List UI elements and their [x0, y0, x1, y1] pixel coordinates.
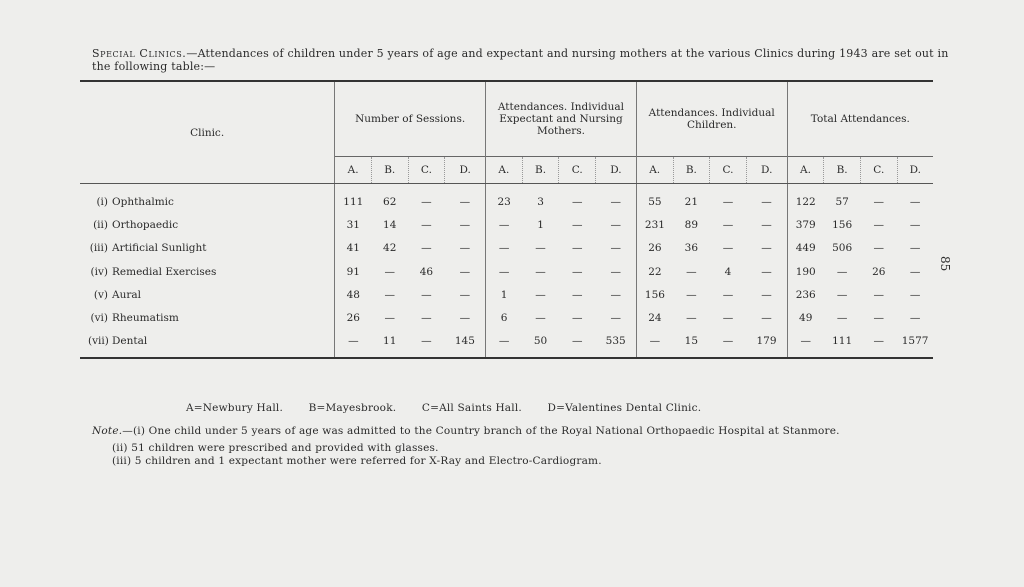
- notes: [92, 425, 952, 467]
- page-number: 85: [938, 256, 952, 272]
- table-row: [80, 213, 933, 236]
- table-cell: —: [421, 288, 432, 301]
- table-cell: —: [761, 242, 772, 255]
- table-cell: —: [610, 288, 621, 301]
- table-row: [80, 184, 933, 214]
- sub-header: D.: [445, 157, 486, 184]
- table-cell: —: [459, 312, 471, 325]
- legend-a: A=Newbury Hall.: [186, 402, 284, 414]
- table-cell: —: [873, 288, 885, 301]
- intro-text: —Attendances of children under 5 years of age and expectant and nursing mothers at the various Clinics during 1943 are set out in the following table:—: [92, 47, 949, 73]
- table-cell: —: [761, 265, 772, 278]
- table-cell: —: [421, 195, 432, 208]
- table-cell: —: [459, 218, 471, 231]
- group-header-sessions: Number of Sessions.: [335, 81, 486, 157]
- group-header-children: Attendances. Individual Children.: [636, 81, 787, 157]
- table-cell: —: [761, 288, 772, 301]
- intro-paragraph: [92, 47, 952, 73]
- clinic-name: Rheumatism: [112, 312, 179, 325]
- sub-header: D.: [596, 157, 637, 184]
- sub-header: B.: [522, 157, 559, 184]
- table-cell: —: [610, 312, 621, 325]
- table-cell: —: [571, 288, 583, 301]
- table-cell: 49: [787, 306, 824, 329]
- table-cell: 41: [335, 237, 372, 260]
- special-clinics-table: [80, 80, 933, 359]
- table-cell: —: [335, 330, 372, 358]
- table-cell: —: [873, 218, 885, 231]
- clinic-header: Clinic.: [80, 81, 335, 184]
- table-cell: —: [836, 288, 848, 301]
- clinic-name: Ophthalmic: [112, 195, 174, 208]
- group-header-total: Total Attendances.: [787, 81, 933, 157]
- clinic-name: Orthopaedic: [112, 218, 179, 231]
- table-cell: —: [909, 242, 921, 255]
- table-cell: 91: [335, 260, 372, 283]
- table-cell: —: [836, 312, 848, 325]
- table-cell: —: [421, 242, 432, 255]
- clinic-name: Dental: [112, 335, 148, 348]
- table-cell: 236: [787, 283, 824, 306]
- group-header-mothers: Attendances. Individual Expectant and Nursing Mothers.: [486, 81, 637, 157]
- table-cell: 15: [684, 335, 699, 348]
- table-cell: 1577: [901, 335, 929, 348]
- legend-d: D=Valentines Dental Clinic.: [547, 402, 702, 414]
- table-cell: —: [571, 242, 583, 255]
- table-cell: —: [459, 288, 471, 301]
- table-cell: —: [722, 242, 734, 255]
- table-cell: —: [421, 312, 432, 325]
- table-cell: —: [610, 265, 621, 278]
- note-2: (ii) 51 children were prescribed and provided with glasses.: [112, 442, 439, 454]
- table-cell: —: [722, 195, 734, 208]
- table-cell: 31: [335, 213, 372, 236]
- table-cell: —: [909, 288, 921, 301]
- table-cell: —: [384, 288, 395, 301]
- table-cell: 190: [787, 260, 824, 283]
- table-cell: 111: [335, 184, 372, 214]
- table-cell: 379: [787, 213, 824, 236]
- sub-header: C.: [710, 157, 747, 184]
- row-number: (ii): [93, 218, 108, 231]
- legend-c: C=All Saints Hall.: [421, 402, 522, 414]
- sub-header: A.: [335, 157, 372, 184]
- clinic-name: Remedial Exercises: [112, 265, 217, 278]
- table-row: [80, 306, 933, 329]
- note-3: (iii) 5 children and 1 expectant mother were referred for X-Ray and Electro-Cardiogram.: [112, 455, 602, 467]
- table-cell: —: [909, 265, 921, 278]
- table-cell: —: [787, 330, 824, 358]
- table-cell: 6: [486, 306, 523, 329]
- row-number: (vii): [88, 335, 109, 348]
- table-cell: —: [722, 218, 734, 231]
- table-cell: 11: [383, 335, 397, 348]
- table-cell: 4: [724, 265, 732, 278]
- table-cell: 1: [486, 283, 523, 306]
- table-cell: —: [761, 312, 772, 325]
- table-cell: 231: [636, 213, 673, 236]
- table-cell: 449: [787, 237, 824, 260]
- table-cell: 14: [383, 218, 397, 231]
- sub-header: A.: [486, 157, 523, 184]
- clinic-name-cell: [80, 184, 335, 214]
- sub-header: C.: [559, 157, 596, 184]
- table-cell: 24: [636, 306, 673, 329]
- table-cell: —: [535, 288, 546, 301]
- sub-header: A.: [787, 157, 824, 184]
- table-cell: 26: [335, 306, 372, 329]
- table-cell: 42: [383, 242, 397, 255]
- table-row: [80, 237, 933, 260]
- table-cell: —: [486, 213, 523, 236]
- table-cell: —: [909, 312, 921, 325]
- sub-header: B.: [371, 157, 408, 184]
- clinic-name-cell: [80, 260, 335, 283]
- table-cell: —: [384, 265, 395, 278]
- table-cell: 3: [537, 195, 544, 208]
- table-cell: —: [421, 335, 432, 348]
- table-cell: —: [761, 218, 772, 231]
- table-cell: —: [909, 195, 921, 208]
- table-cell: —: [873, 312, 885, 325]
- table-cell: —: [722, 335, 734, 348]
- table-cell: 1: [537, 218, 544, 231]
- table-cell: —: [909, 218, 921, 231]
- table-cell: —: [686, 265, 697, 278]
- row-number: (i): [96, 195, 108, 208]
- table-cell: —: [571, 312, 583, 325]
- intro-lead: Special Clinics.: [92, 47, 187, 60]
- table-cell: —: [486, 330, 523, 358]
- clinic-name-cell: [80, 330, 335, 358]
- table-cell: —: [686, 288, 697, 301]
- table-cell: 156: [832, 218, 853, 231]
- table-cell: 26: [872, 265, 886, 278]
- row-number: (iii): [89, 242, 108, 255]
- table-cell: —: [486, 237, 523, 260]
- table-cell: 46: [419, 265, 434, 278]
- sub-header: D.: [897, 157, 933, 184]
- table-cell: —: [384, 312, 395, 325]
- table-row: [80, 283, 933, 306]
- legend-b: B=Mayesbrook.: [308, 402, 397, 414]
- table-cell: 55: [636, 184, 673, 214]
- table-cell: —: [873, 335, 885, 348]
- table-cell: 48: [335, 283, 372, 306]
- table-cell: —: [636, 330, 673, 358]
- table-cell: —: [459, 265, 471, 278]
- table-cell: —: [571, 218, 583, 231]
- sub-header: C.: [860, 157, 897, 184]
- table-cell: —: [571, 335, 583, 348]
- table-cell: 89: [684, 218, 699, 231]
- sub-header: B.: [824, 157, 861, 184]
- table-cell: 179: [756, 335, 777, 348]
- table-cell: —: [571, 195, 583, 208]
- clinic-name-cell: [80, 306, 335, 329]
- table-cell: 62: [383, 195, 397, 208]
- sub-header: A.: [636, 157, 673, 184]
- table-cell: 111: [832, 335, 853, 348]
- table-cell: —: [486, 260, 523, 283]
- clinic-name: Aural: [112, 288, 141, 301]
- sub-header: B.: [673, 157, 710, 184]
- table-cell: 26: [636, 237, 673, 260]
- table-cell: —: [610, 195, 621, 208]
- note-1: [92, 425, 952, 437]
- row-number: (iv): [90, 265, 108, 278]
- table-cell: —: [610, 242, 621, 255]
- clinic-name-cell: [80, 213, 335, 236]
- note-1-text: —(i) One child under 5 years of age was admitted to the Country branch of the Royal National Orthopaedic Hospital at Stanmore.: [122, 425, 840, 437]
- table-cell: —: [535, 242, 546, 255]
- table-cell: —: [571, 265, 583, 278]
- table-cell: —: [459, 195, 471, 208]
- table-cell: 50: [533, 335, 548, 348]
- clinic-name-cell: [80, 237, 335, 260]
- table-cell: 57: [835, 195, 849, 208]
- table-cell: 21: [684, 195, 699, 208]
- table-cell: —: [610, 218, 621, 231]
- sub-header: C.: [408, 157, 445, 184]
- table-cell: —: [722, 288, 734, 301]
- table-cell: 506: [832, 242, 853, 255]
- table-cell: —: [722, 312, 734, 325]
- table-cell: —: [873, 242, 885, 255]
- sub-header: D.: [746, 157, 787, 184]
- table-cell: 145: [454, 335, 475, 348]
- table-cell: —: [686, 312, 697, 325]
- table-cell: 535: [605, 335, 626, 348]
- row-number: (vi): [90, 312, 108, 325]
- clinic-name: Artificial Sunlight: [112, 242, 207, 255]
- table-cell: —: [421, 218, 432, 231]
- table-cell: —: [535, 265, 546, 278]
- table-cell: —: [761, 195, 772, 208]
- table-cell: —: [836, 265, 848, 278]
- table-row: [80, 260, 933, 283]
- legend: [186, 402, 886, 414]
- table-cell: 23: [486, 184, 523, 214]
- clinic-name-cell: [80, 283, 335, 306]
- table-cell: 36: [684, 242, 699, 255]
- table-cell: —: [535, 312, 546, 325]
- table-cell: —: [459, 242, 471, 255]
- table-cell: —: [873, 195, 885, 208]
- table-cell: 156: [636, 283, 673, 306]
- table-row: [80, 330, 933, 358]
- note-label: Note.: [92, 425, 123, 437]
- table-cell: 22: [636, 260, 673, 283]
- row-number: (v): [93, 288, 108, 301]
- table-cell: 122: [787, 184, 824, 214]
